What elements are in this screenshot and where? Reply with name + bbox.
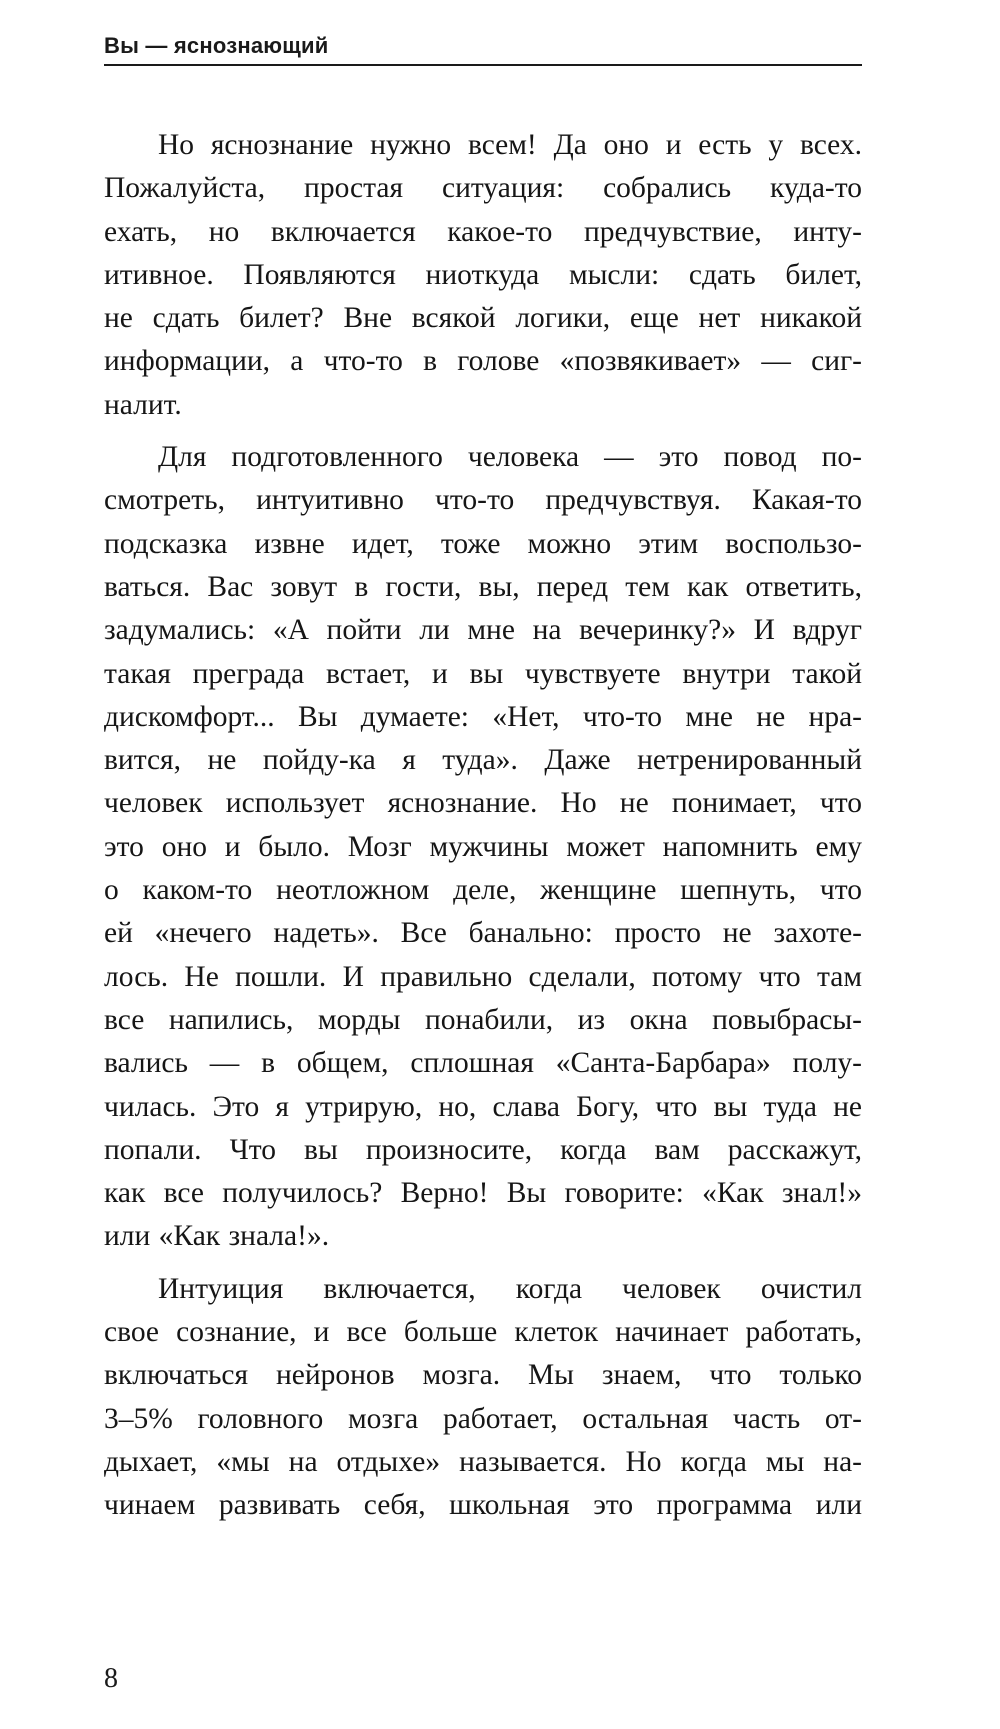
text-line: информации, а что-то в голове «позвякивает» — сиг- bbox=[104, 345, 862, 378]
text-line: ей «нечего надеть». Все банально: просто не захоте- bbox=[104, 917, 862, 950]
text-line: ехать, но включается какое-то предчувствие, инту- bbox=[104, 215, 862, 248]
text-line: Но яснознание нужно всем! Да оно и есть у всех. bbox=[158, 129, 862, 161]
text-line: человек использует яснознание. Но не понимает, что bbox=[104, 787, 862, 820]
text-line: налит. bbox=[104, 388, 182, 421]
text-line: Пожалуйста, простая ситуация: собрались куда-то bbox=[104, 172, 862, 205]
text-line: задумались: «А пойти ли мне на вечеринку?» И вдруг bbox=[104, 614, 862, 647]
text-line: включаться нейронов мозга. Мы знаем, что только bbox=[104, 1359, 862, 1392]
text-line: о каком-то неотложном деле, женщине шепнуть, что bbox=[104, 874, 862, 907]
text-line: ваться. Вас зовут в гости, вы, перед тем как ответить, bbox=[104, 570, 862, 603]
text-line: смотреть, интуитивно что-то предчувствуя. Какая-то bbox=[104, 484, 862, 517]
text-line: вится, не пойду-ка я туда». Даже нетренированный bbox=[104, 744, 862, 777]
text-line: подсказка извне идет, тоже можно этим воспользо- bbox=[104, 527, 862, 560]
text-line: попали. Что вы произносите, когда вам расскажут, bbox=[104, 1133, 862, 1166]
text-line: свое сознание, и все больше клеток начинает работать, bbox=[104, 1316, 862, 1349]
text-line: Интуиция включается, когда человек очистил bbox=[158, 1272, 862, 1305]
text-line: дыхает, «мы на отдыхе» называется. Но когда мы на- bbox=[104, 1445, 862, 1478]
text-line: такая преграда встает, и вы чувствуете внутри такой bbox=[104, 657, 862, 690]
text-line: чинаем развивать себя, школьная это программа или bbox=[104, 1489, 862, 1522]
header-rule bbox=[104, 64, 862, 66]
page-number: 8 bbox=[104, 1663, 118, 1694]
text-line: или «Как знала!». bbox=[104, 1220, 330, 1253]
text-line: все напились, морды понабили, из окна повыбрасы- bbox=[104, 1003, 862, 1036]
text-line: дискомфорт... Вы думаете: «Нет, что-то мне не нра- bbox=[104, 700, 862, 733]
text-line: не сдать билет? Вне всякой логики, еще нет никакой bbox=[104, 302, 862, 335]
text-line: Для подготовленного человека — это повод по- bbox=[158, 441, 862, 474]
text-line: чилась. Это я утрирую, но, слава Богу, что вы туда не bbox=[104, 1090, 862, 1123]
text-line: как все получилось? Верно! Вы говорите: «Как знал!» bbox=[104, 1177, 862, 1210]
text-line: 3–5% головного мозга работает, остальная часть от- bbox=[104, 1402, 862, 1435]
text-line: лось. Не пошли. И правильно сделали, потому что там bbox=[104, 960, 862, 993]
text-line: это оно и было. Мозг мужчины может напомнить ему bbox=[104, 830, 862, 863]
running-head: Вы — яснознающий bbox=[104, 33, 329, 58]
text-line: итивное. Появляются ниоткуда мысли: сдать билет, bbox=[104, 258, 862, 291]
body-text bbox=[104, 124, 862, 1528]
text-line: вались — в общем, сплошная «Санта-Барбара» полу- bbox=[104, 1047, 862, 1080]
